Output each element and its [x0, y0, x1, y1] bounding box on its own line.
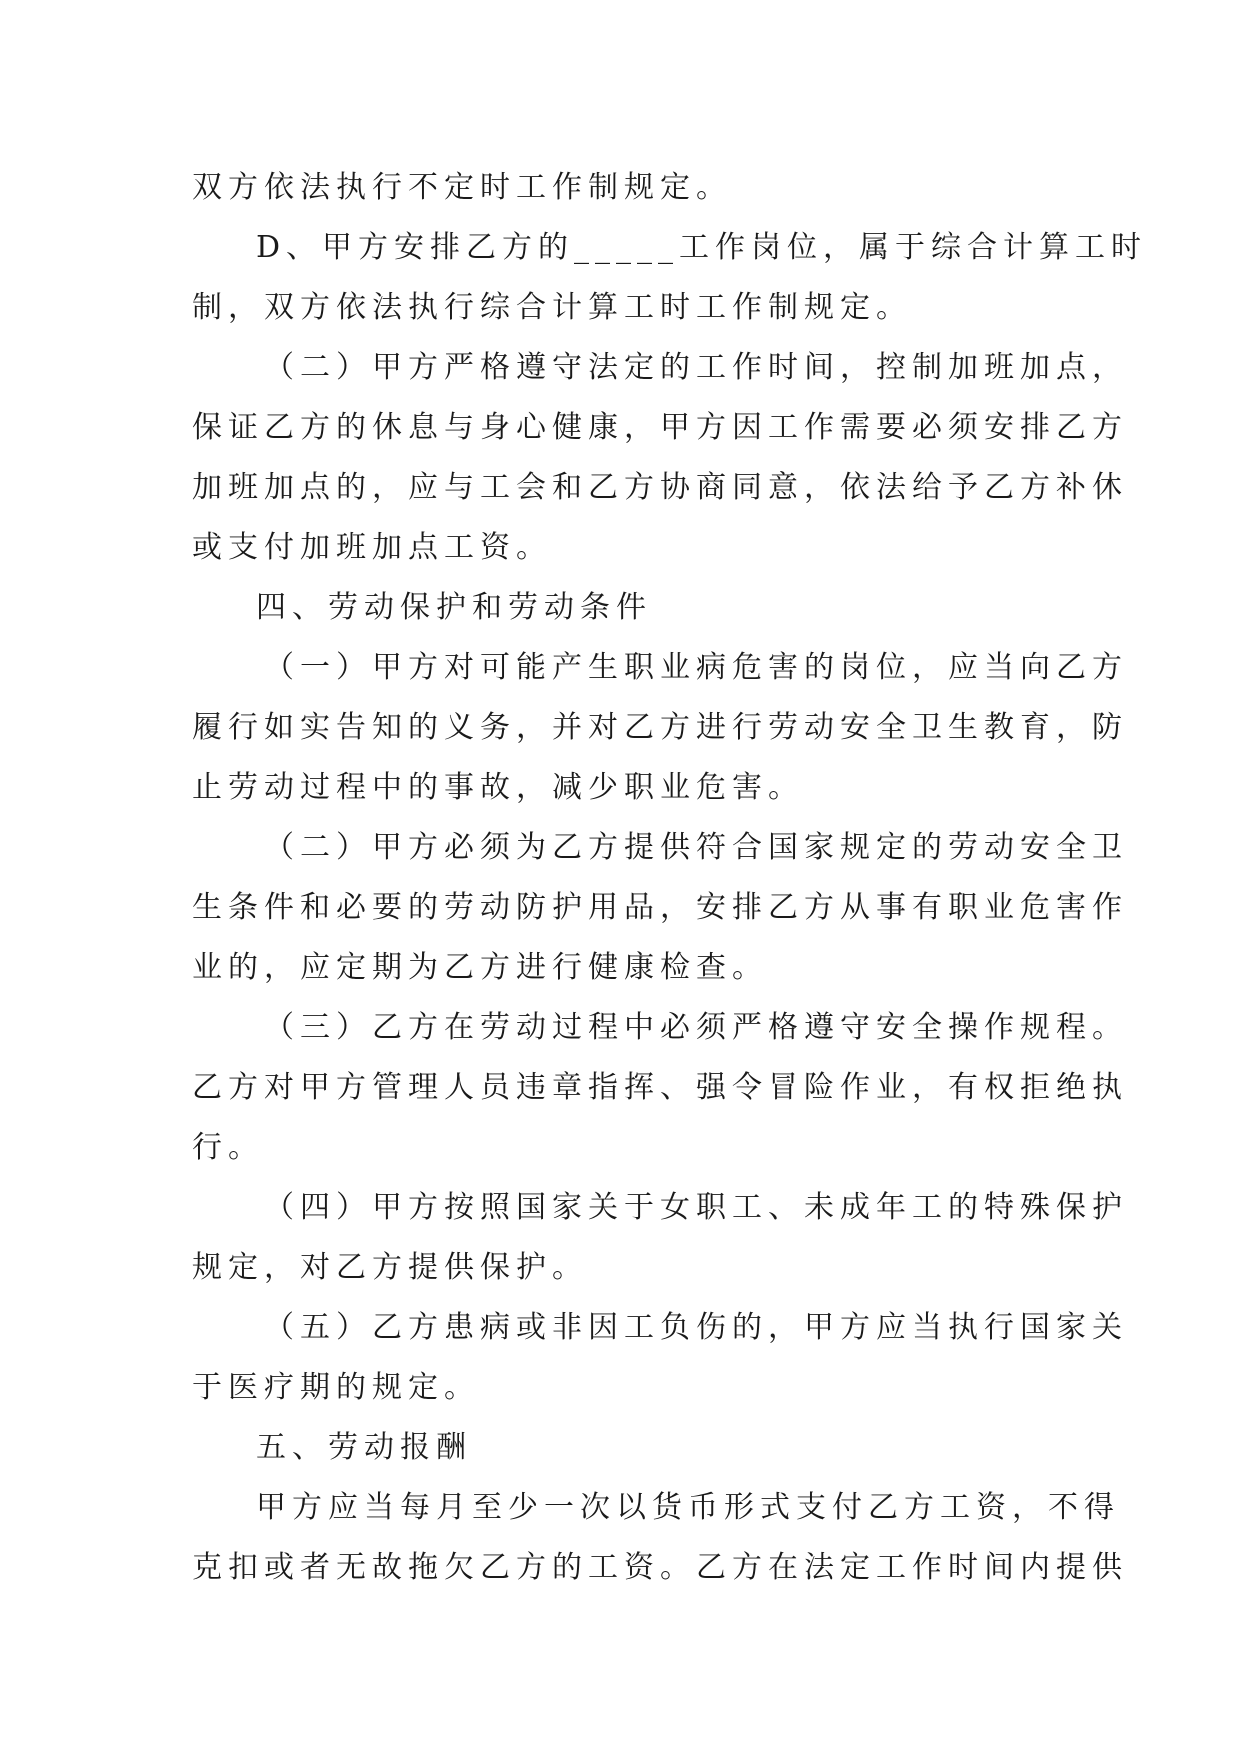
- text-line: （三）乙方在劳动过程中必须严格遵守安全操作规程。: [264, 1010, 1128, 1045]
- text-line: （二）甲方严格遵守法定的工作时间，控制加班加点，: [264, 350, 1128, 385]
- text-line: 于医疗期的规定。: [192, 1370, 480, 1405]
- text-line: 止劳动过程中的事故，减少职业危害。: [192, 770, 804, 805]
- text-line: 制，双方依法执行综合计算工时工作制规定。: [192, 290, 912, 325]
- text-line: （五）乙方患病或非因工负伤的，甲方应当执行国家关: [264, 1310, 1128, 1345]
- text-line: 乙方对甲方管理人员违章指挥、强令冒险作业，有权拒绝执: [192, 1070, 1128, 1105]
- text-line: D、甲方安排乙方的_____工作岗位，属于综合计算工时: [256, 230, 1148, 265]
- text-line: （二）甲方必须为乙方提供符合国家规定的劳动安全卫: [264, 830, 1128, 865]
- text-line: 行。: [192, 1130, 264, 1165]
- document-body: [192, 158, 1148, 1598]
- text-line: （四）甲方按照国家关于女职工、未成年工的特殊保护: [264, 1190, 1128, 1225]
- text-line: 双方依法执行不定时工作制规定。: [192, 170, 732, 205]
- text-line: （一）甲方对可能产生职业病危害的岗位，应当向乙方: [264, 650, 1128, 685]
- text-line: 甲方应当每月至少一次以货币形式支付乙方工资，不得: [256, 1490, 1120, 1525]
- text-line: 或支付加班加点工资。: [192, 530, 552, 565]
- text-line: 业的，应定期为乙方进行健康检查。: [192, 950, 768, 985]
- text-line: 加班加点的，应与工会和乙方协商同意，依法给予乙方补休: [192, 470, 1128, 505]
- section-heading: 五、劳动报酬: [256, 1430, 472, 1465]
- text-line: 克扣或者无故拖欠乙方的工资。乙方在法定工作时间内提供: [192, 1550, 1128, 1585]
- text-line: 规定，对乙方提供保护。: [192, 1250, 588, 1285]
- section-heading: 四、劳动保护和劳动条件: [256, 590, 652, 625]
- text-line: 生条件和必要的劳动防护用品，安排乙方从事有职业危害作: [192, 890, 1128, 925]
- text-line: 保证乙方的休息与身心健康，甲方因工作需要必须安排乙方: [192, 410, 1128, 445]
- text-line: 履行如实告知的义务，并对乙方进行劳动安全卫生教育，防: [192, 710, 1128, 745]
